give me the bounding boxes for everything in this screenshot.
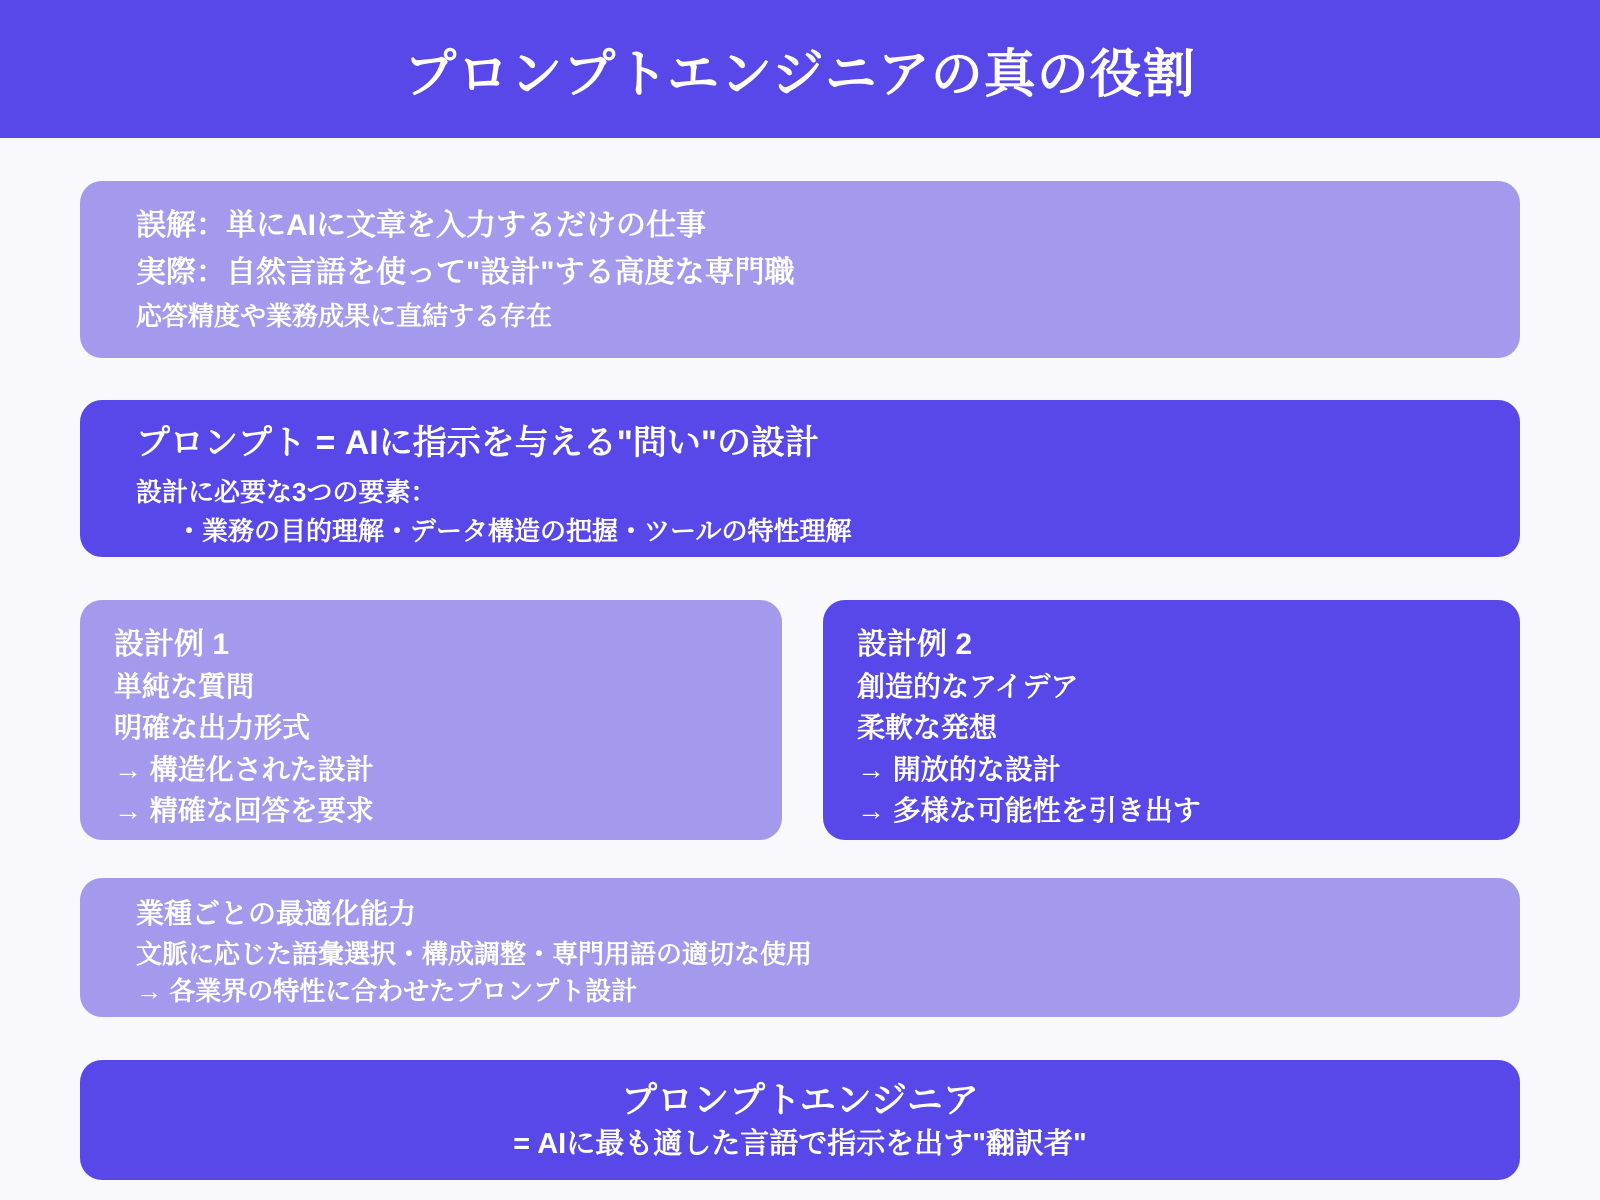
example1-card (80, 600, 782, 840)
misconception-card (80, 181, 1520, 358)
example1-line: → 構造化された設計 (114, 753, 374, 785)
definition-title: プロンプト = AIに指示を与える"問い"の設計 (136, 424, 819, 462)
definition-subtitle: 設計に必要な3つの要素： (136, 476, 437, 507)
example1-line: 単純な質問 (114, 671, 255, 702)
example2-line: → 多様な可能性を引き出す (857, 794, 1201, 826)
conclusion-card (80, 1060, 1520, 1180)
examples-row (80, 600, 1520, 840)
optimization-title: 業種ごとの最適化能力 (136, 898, 417, 929)
definition-elements: ・業務の目的理解・データ構造の把握・ツールの特性理解 (176, 515, 852, 546)
example2-line: 柔軟な発想 (857, 712, 998, 744)
example2-line: 創造的なアイデア (857, 671, 1079, 702)
example2-title: 設計例 2 (857, 628, 973, 661)
example1-line: 明確な出力形式 (114, 712, 311, 744)
optimization-line: → 各業界の特性に合わせたプロンプト設計 (136, 976, 638, 1007)
content-area (0, 181, 1600, 1180)
example1-line: → 精確な回答を要求 (114, 794, 374, 826)
page-title: プロンプトエンジニアの真の役割 (404, 45, 1196, 104)
conclusion-subtitle: = AIに最も適した言語で指示を出す"翻訳者" (513, 1128, 1087, 1161)
reality-line: 実際：自然言語を使って"設計"する高度な専門職 (136, 255, 795, 289)
header-banner (0, 0, 1600, 138)
example2-card (823, 600, 1520, 840)
definition-card (80, 400, 1520, 557)
impact-line: 応答精度や業務成果に直結する存在 (136, 301, 553, 331)
optimization-line: 文脈に応じた語彙選択・構成調整・専門用語の適切な使用 (136, 939, 813, 969)
conclusion-title: プロンプトエンジニア (621, 1079, 979, 1120)
optimization-card (80, 878, 1520, 1017)
example1-title: 設計例 1 (114, 628, 230, 661)
example2-line: → 開放的な設計 (857, 753, 1061, 785)
misconception-line: 誤解：単にAIに文章を入力するだけの仕事 (136, 209, 706, 242)
